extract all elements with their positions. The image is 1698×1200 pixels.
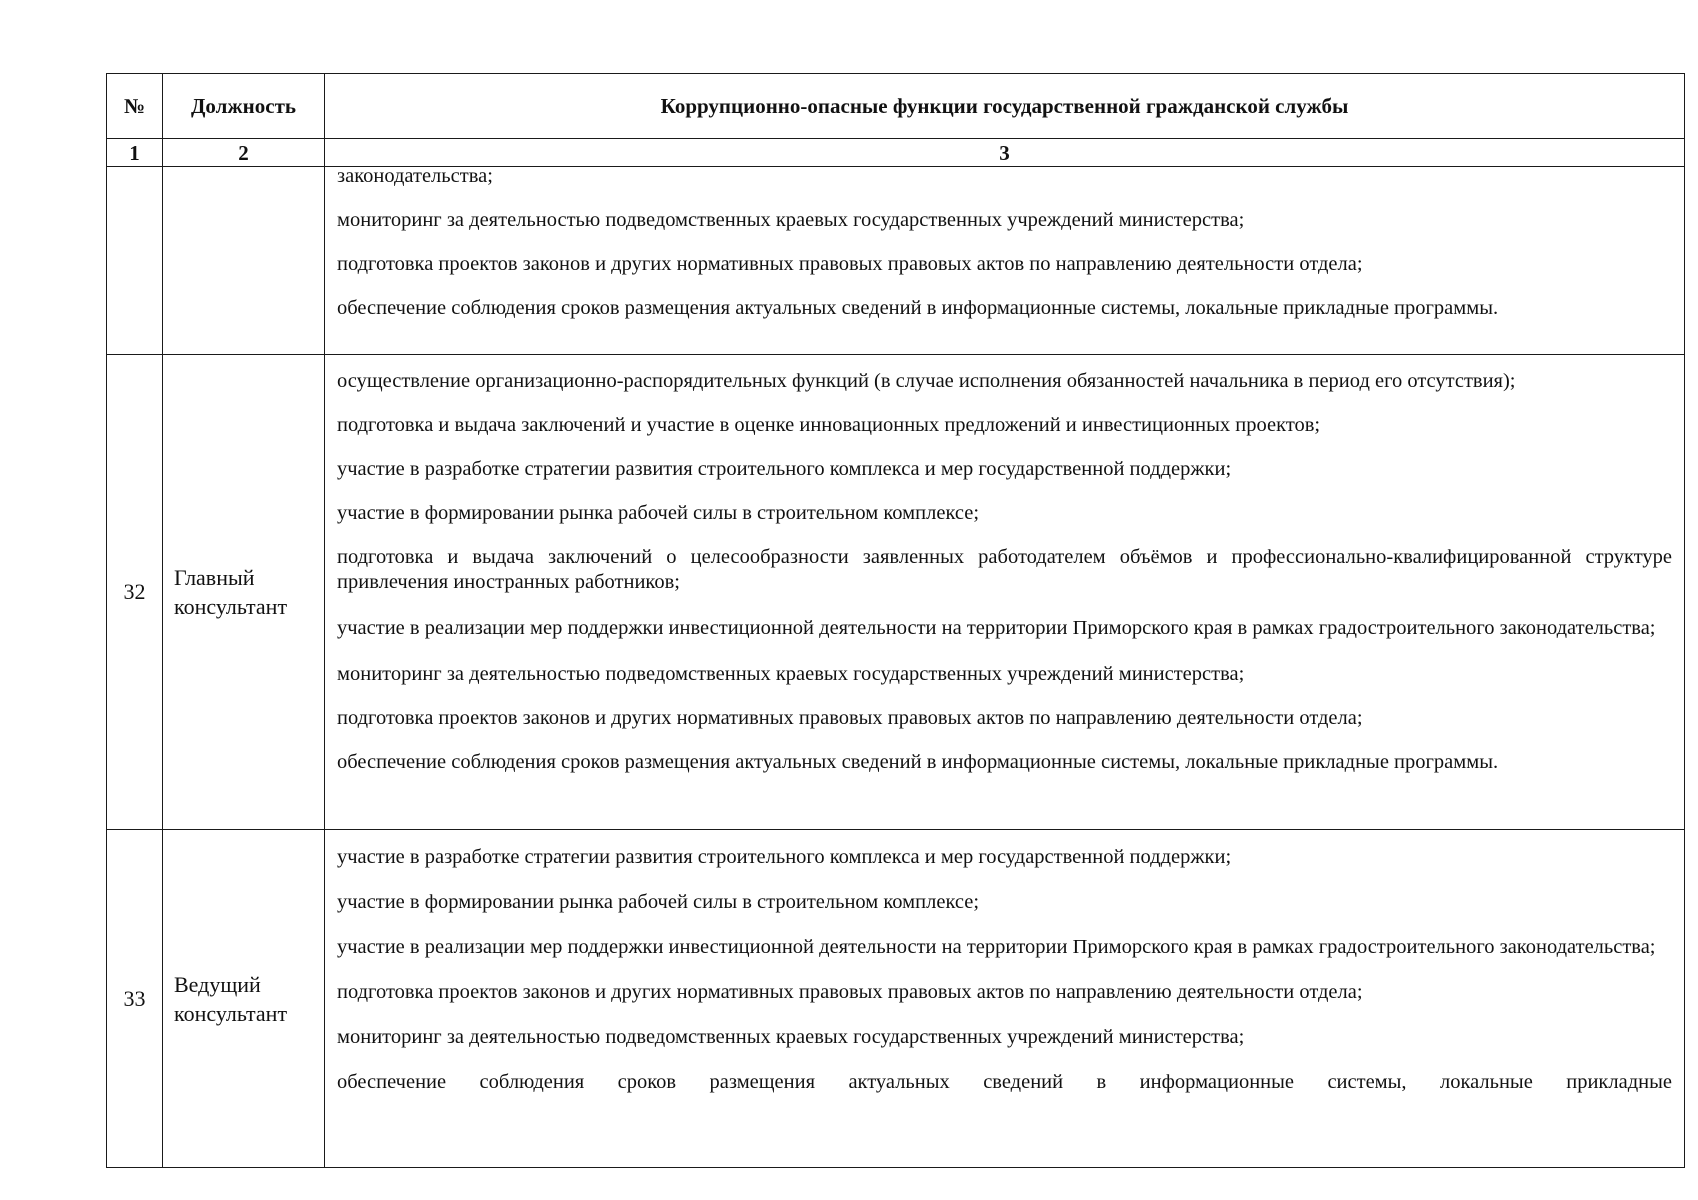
column-number-2: 2 — [163, 139, 325, 167]
function-item: подготовка проектов законов и других нормативных правовых правовых актов по направлению деятельности отдела; — [337, 981, 1363, 1003]
row-number — [107, 167, 163, 355]
row-number: 33 — [107, 830, 163, 1168]
table-row — [107, 830, 1685, 1168]
function-item: обеспечение соблюдения сроков размещения актуальных сведений в информационные системы, локальные прикладные — [337, 1071, 1672, 1093]
function-item: подготовка проектов законов и других нормативных правовых правовых актов по направлению деятельности отдела; — [337, 707, 1363, 729]
function-item: подготовка проектов законов и других нормативных правовых правовых актов по направлению деятельности отдела; — [337, 253, 1363, 275]
function-item: обеспечение соблюдения сроков размещения актуальных сведений в информационные системы, локальные прикладные программы. — [337, 751, 1499, 773]
column-numbers-row — [107, 139, 1685, 167]
row-functions — [325, 830, 1685, 1168]
function-item: осуществление организационно-распорядительных функций (в случае исполнения обязанностей начальника в период его отсутствия); — [337, 370, 1516, 392]
table-row — [107, 355, 1685, 830]
function-item: участие в реализации мер поддержки инвестиционной деятельности на территории Приморского края в рамках градостроительного законодательства; — [337, 617, 1656, 639]
function-item: мониторинг за деятельностью подведомственных краевых государственных учреждений министерства; — [337, 209, 1245, 231]
function-item: участие в разработке стратегии развития строительного комплекса и мер государственной поддержки; — [337, 846, 1232, 868]
table-row — [107, 167, 1685, 355]
row-functions — [325, 167, 1685, 355]
function-item: участие в формировании рынка рабочей силы в строительном комплексе; — [337, 502, 980, 524]
row-number: 32 — [107, 355, 163, 830]
header-functions: Коррупционно-опасные функции государственной гражданской службы — [325, 74, 1685, 139]
function-item: обеспечение соблюдения сроков размещения актуальных сведений в информационные системы, локальные прикладные программы. — [337, 297, 1499, 319]
function-item: участие в разработке стратегии развития строительного комплекса и мер государственной поддержки; — [337, 458, 1232, 480]
table-header-row — [107, 74, 1685, 139]
function-item: участие в формировании рынка рабочей силы в строительном комплексе; — [337, 891, 980, 913]
function-item: законодательства; — [337, 165, 493, 187]
header-number: № — [107, 74, 163, 139]
function-item: подготовка и выдача заключений о целесообразности заявленных работодателем объёмов и профессионально-квалифицированной структуре привлечения иностранных работников; — [337, 546, 1672, 593]
row-functions — [325, 355, 1685, 830]
corruption-functions-table — [106, 73, 1685, 1168]
row-position: Ведущий консультант — [163, 830, 325, 1168]
column-number-3: 3 — [325, 139, 1685, 167]
function-item: мониторинг за деятельностью подведомственных краевых государственных учреждений министерства; — [337, 1026, 1245, 1048]
function-item: подготовка и выдача заключений и участие в оценке инновационных предложений и инвестиционных проектов; — [337, 414, 1321, 436]
function-item: мониторинг за деятельностью подведомственных краевых государственных учреждений министерства; — [337, 663, 1245, 685]
function-item: участие в реализации мер поддержки инвестиционной деятельности на территории Приморского края в рамках градостроительного законодательства; — [337, 936, 1656, 958]
header-position: Должность — [163, 74, 325, 139]
row-position — [163, 167, 325, 355]
column-number-1: 1 — [107, 139, 163, 167]
row-position: Главный консультант — [163, 355, 325, 830]
